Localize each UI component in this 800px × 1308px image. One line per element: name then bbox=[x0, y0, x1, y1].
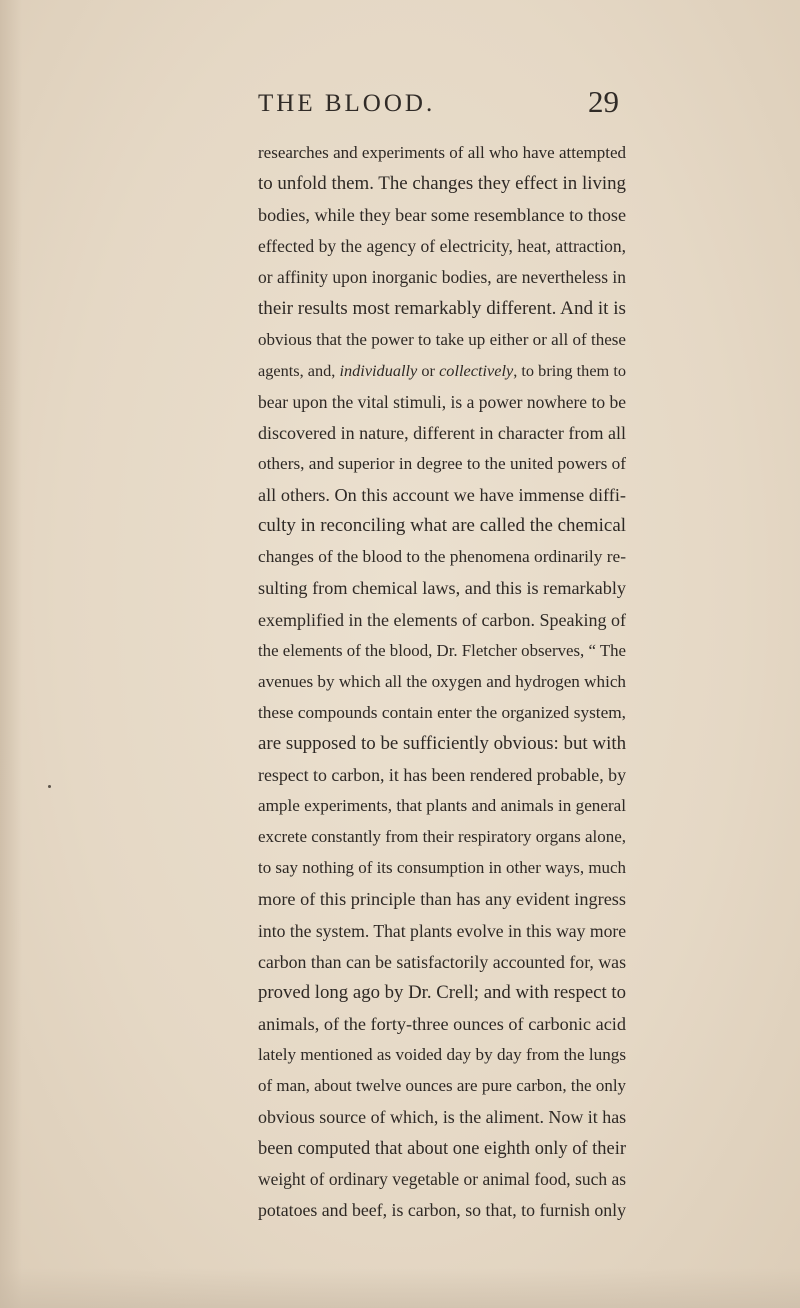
text-line: carbon than can be satisfactorily accounted for, was bbox=[258, 951, 626, 972]
text-line: effected by the agency of electricity, heat, attraction, bbox=[258, 236, 626, 257]
page-gutter-shadow bbox=[0, 0, 22, 1308]
text-line: bodies, while they bear some resemblance to those bbox=[258, 205, 627, 226]
text-line: obvious that the power to take up either or all of these bbox=[258, 329, 626, 349]
text-line: obvious source of which, is the aliment. Now it has bbox=[258, 1107, 627, 1128]
text-line: potatoes and beef, is carbon, so that, to furnish only bbox=[258, 1200, 626, 1221]
text-line: lately mentioned as voided day by day from the lungs bbox=[258, 1044, 626, 1064]
text-line: proved long ago by Dr. Crell; and with respect to bbox=[258, 981, 626, 1003]
text-line: their results most remarkably different. And it is bbox=[258, 297, 626, 319]
text-line: weight of ordinary vegetable or animal food, such as bbox=[258, 1169, 626, 1190]
text-line: excrete constantly from their respiratory organs alone, bbox=[258, 827, 626, 847]
text-line: discovered in nature, different in character from all bbox=[258, 422, 626, 443]
running-head: THE BLOOD. bbox=[258, 90, 436, 117]
text-line: to say nothing of its consumption in other ways, much bbox=[258, 858, 626, 878]
text-line: others, and superior in degree to the united powers of bbox=[258, 454, 626, 473]
text-line: to unfold them. The changes they effect in living bbox=[258, 173, 626, 195]
page-header bbox=[0, 84, 800, 124]
text-line: these compounds contain enter the organized system, bbox=[258, 702, 626, 722]
text-line: ample experiments, that plants and animals in general bbox=[258, 796, 626, 816]
page-number: 29 bbox=[588, 84, 619, 119]
text-line: researches and experiments of all who have attempted bbox=[258, 143, 626, 162]
text-line: the elements of the blood, Dr. Fletcher observes, “ The bbox=[258, 640, 626, 660]
text-line: bear upon the vital stimuli, is a power nowhere to be bbox=[258, 391, 626, 412]
text-line: into the system. That plants evolve in this way more bbox=[258, 920, 627, 941]
paper-speck bbox=[48, 785, 51, 788]
text-line: animals, of the forty-three ounces of carbonic acid bbox=[258, 1013, 626, 1034]
text-line: more of this principle than has any evident ingress bbox=[258, 889, 626, 910]
text-line: been computed that about one eighth only of their bbox=[258, 1138, 626, 1159]
text-line: all others. On this account we have immense diffi- bbox=[258, 485, 626, 506]
text-line: exemplified in the elements of carbon. Speaking of bbox=[258, 609, 626, 630]
text-line: respect to carbon, it has been rendered probable, by bbox=[258, 765, 626, 785]
text-line: or affinity upon inorganic bodies, are nevertheless in bbox=[258, 267, 626, 288]
text-line: changes of the blood to the phenomena ordinarily re- bbox=[258, 547, 626, 567]
text-line: avenues by which all the oxygen and hydrogen which bbox=[258, 671, 626, 691]
text-line: sulting from chemical laws, and this is remarkably bbox=[258, 578, 626, 599]
page-bottom-shadow bbox=[0, 1268, 800, 1308]
text-line: of man, about twelve ounces are pure carbon, the only bbox=[258, 1076, 626, 1095]
text-line: agents, and, individually or collectively, to bring them to bbox=[258, 360, 626, 380]
text-line: are supposed to be sufficiently obvious: but with bbox=[258, 732, 627, 754]
text-line: culty in reconciling what are called the chemical bbox=[258, 515, 626, 537]
